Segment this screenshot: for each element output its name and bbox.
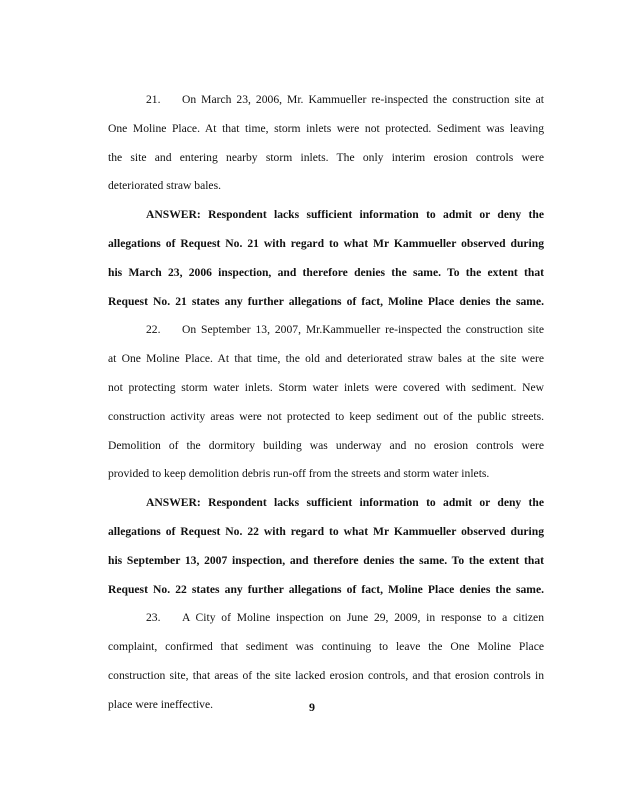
paragraph-23-line-4: place were ineffective. (108, 697, 214, 711)
paragraph-22-line-6: provided to keep demolition debris run-off from the streets and storm water inlets. (108, 467, 490, 481)
paragraph-21-line-4: deteriorated straw bales. (108, 179, 221, 193)
paragraph-22-line-4: construction activity areas were not protected to keep sediment out of the public streets. (108, 409, 544, 423)
paragraph-21-line-3: the site and entering nearby storm inlets. The only interim erosion controls were (108, 150, 544, 164)
answer-22-line-2: allegations of Request No. 22 with regard to what Mr Kammueller observed during (108, 524, 544, 538)
paragraph-23-line-3: construction site, that areas of the site lacked erosion controls, and that erosion controls in (108, 668, 544, 682)
page-number: 9 (309, 700, 315, 714)
paragraph-22-line-2: at One Moline Place. At that time, the old and deteriorated straw bales at the site were (108, 352, 544, 366)
paragraph-22-line-3: not protecting storm water inlets. Storm water inlets were covered with sediment. New (108, 380, 544, 394)
paragraph-22-line-5: Demolition of the dormitory building was underway and no erosion controls were (108, 438, 544, 452)
paragraph-23-number: 23. (146, 611, 161, 625)
answer-21-line-2: allegations of Request No. 21 with regard to what Mr Kammueller observed during (108, 236, 544, 250)
paragraph-23-line-2: complaint, confirmed that sediment was continuing to leave the One Moline Place (108, 640, 544, 654)
answer-22-line-3: his September 13, 2007 inspection, and therefore denies the same. To the extent that (108, 553, 544, 567)
paragraph-22-line-1 (108, 316, 544, 345)
paragraph-23-text-1: A City of Moline inspection on June 29, 2009, in response to a citizen (182, 611, 544, 625)
answer-22-line-1: ANSWER: Respondent lacks sufficient information to admit or deny the (146, 496, 544, 510)
paragraph-22-number: 22. (146, 323, 161, 337)
paragraph-21-number: 21. (146, 93, 161, 106)
document-page (108, 86, 544, 720)
paragraph-23-line-1 (108, 604, 544, 633)
answer-21-line-1: ANSWER: Respondent lacks sufficient information to admit or deny the (146, 208, 544, 222)
answer-21-line-3: his March 23, 2006 inspection, and therefore denies the same. To the extent that (108, 265, 544, 279)
answer-22-line-4: Request No. 22 states any further allegations of fact, Moline Place denies the same. (108, 582, 544, 596)
paragraph-22-text-1: On September 13, 2007, Mr.Kammueller re-inspected the construction site (182, 323, 544, 337)
paragraph-21-line-2: One Moline Place. At that time, storm inlets were not protected. Sediment was leaving (108, 121, 544, 135)
answer-21-line-4: Request No. 21 states any further allegations of fact, Moline Place denies the same. (108, 294, 544, 308)
paragraph-21-line-1 (108, 86, 544, 115)
paragraph-21-text-1: On March 23, 2006, Mr. Kammueller re-inspected the construction site at (182, 93, 544, 106)
